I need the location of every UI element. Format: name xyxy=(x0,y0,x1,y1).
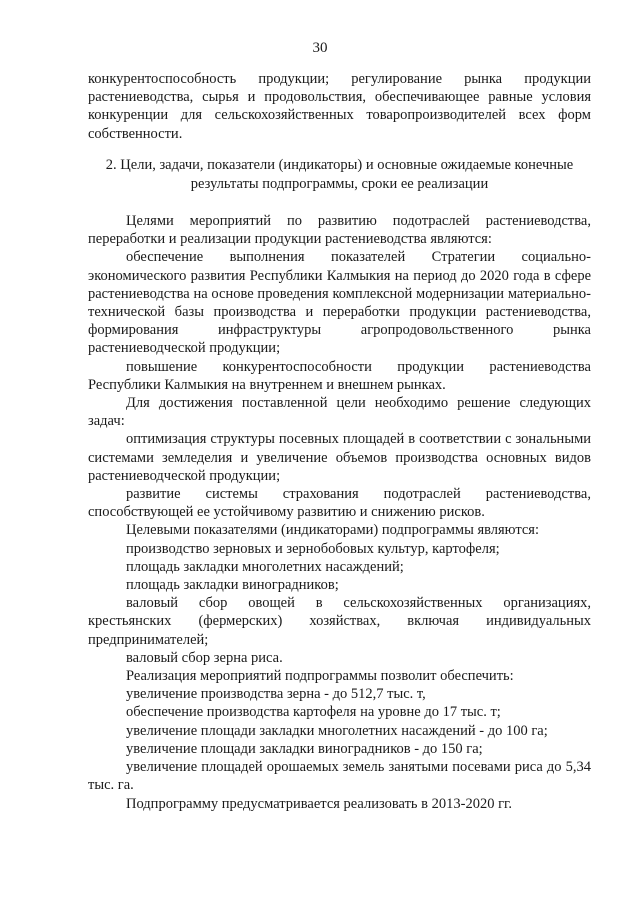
paragraph: Подпрограмму предусматривается реализовать в 2013-2020 гг. xyxy=(126,795,512,812)
paragraph: развитие системы страхования подотраслей растениеводства, способствующей ее устойчивому развитию и снижению рисков. xyxy=(88,486,591,521)
paragraph: Для достижения поставленной цели необходимо решение следующих задач: xyxy=(88,395,591,430)
paragraph: Реализация мероприятий подпрограммы позволит обеспечить: xyxy=(126,668,514,685)
section-heading: 2. Цели, задачи, показатели (индикаторы) и основные ожидаемые конечные результаты подпрограммы, сроки ее реализации xyxy=(105,157,574,192)
paragraph: производство зерновых и зернобобовых культур, картофеля; xyxy=(126,540,500,557)
paragraph: обеспечение выполнения показателей Стратегии социально-экономического развития Республики Калмыкия на период до 2020 года в сфере растениеводства на основе проведения комплексной модернизации материально-технической базы производства и переработки продукции растениеводства, формирования инфраструктуры агропродовольственного рынка растениеводческой продукции; xyxy=(88,249,591,357)
paragraph: увеличение площадей орошаемых земель занятыми посевами риса до 5,34 тыс. га. xyxy=(88,759,591,794)
paragraph: оптимизация структуры посевных площадей в соответствии с зональными системами земледелия и увеличение объемов производства основных видов растениеводческой продукции; xyxy=(88,431,591,484)
paragraph: валовый сбор зерна риса. xyxy=(126,649,283,666)
paragraph: увеличение площади закладки многолетних насаждений - до 100 га; xyxy=(126,722,548,739)
paragraph: Целями мероприятий по развитию подотраслей растениеводства, переработки и реализации продукции растениеводства являются: xyxy=(88,213,591,248)
intro-paragraph: конкурентоспособность продукции; регулирование рынка продукции растениеводства, сырья и продовольствия, обеспечивающее равные условия конкуренции для сельскохозяйственных товаропроизводителей всех форм собственности. xyxy=(88,71,591,142)
paragraph: площадь закладки виноградников; xyxy=(126,577,339,594)
paragraph: Целевыми показателями (индикаторами) подпрограммы являются: xyxy=(126,522,539,539)
section-body xyxy=(88,212,591,813)
paragraph: повышение конкурентоспособности продукции растениеводства Республики Калмыкия на внутреннем и внешнем рынках. xyxy=(88,358,591,393)
intro-block xyxy=(88,70,591,143)
page-number: 30 xyxy=(312,40,328,56)
paragraph: увеличение производства зерна - до 512,7 тыс. т, xyxy=(126,686,426,703)
paragraph: увеличение площади закладки виноградников - до 150 га; xyxy=(126,740,483,757)
paragraph: валовый сбор овощей в сельскохозяйственных организациях, крестьянских (фермерских) хозяйствах, включая индивидуальных предпринимателей; xyxy=(88,595,591,648)
paragraph: обеспечение производства картофеля на уровне до 17 тыс. т; xyxy=(126,704,501,721)
paragraph: площадь закладки многолетних насаждений; xyxy=(126,558,404,575)
